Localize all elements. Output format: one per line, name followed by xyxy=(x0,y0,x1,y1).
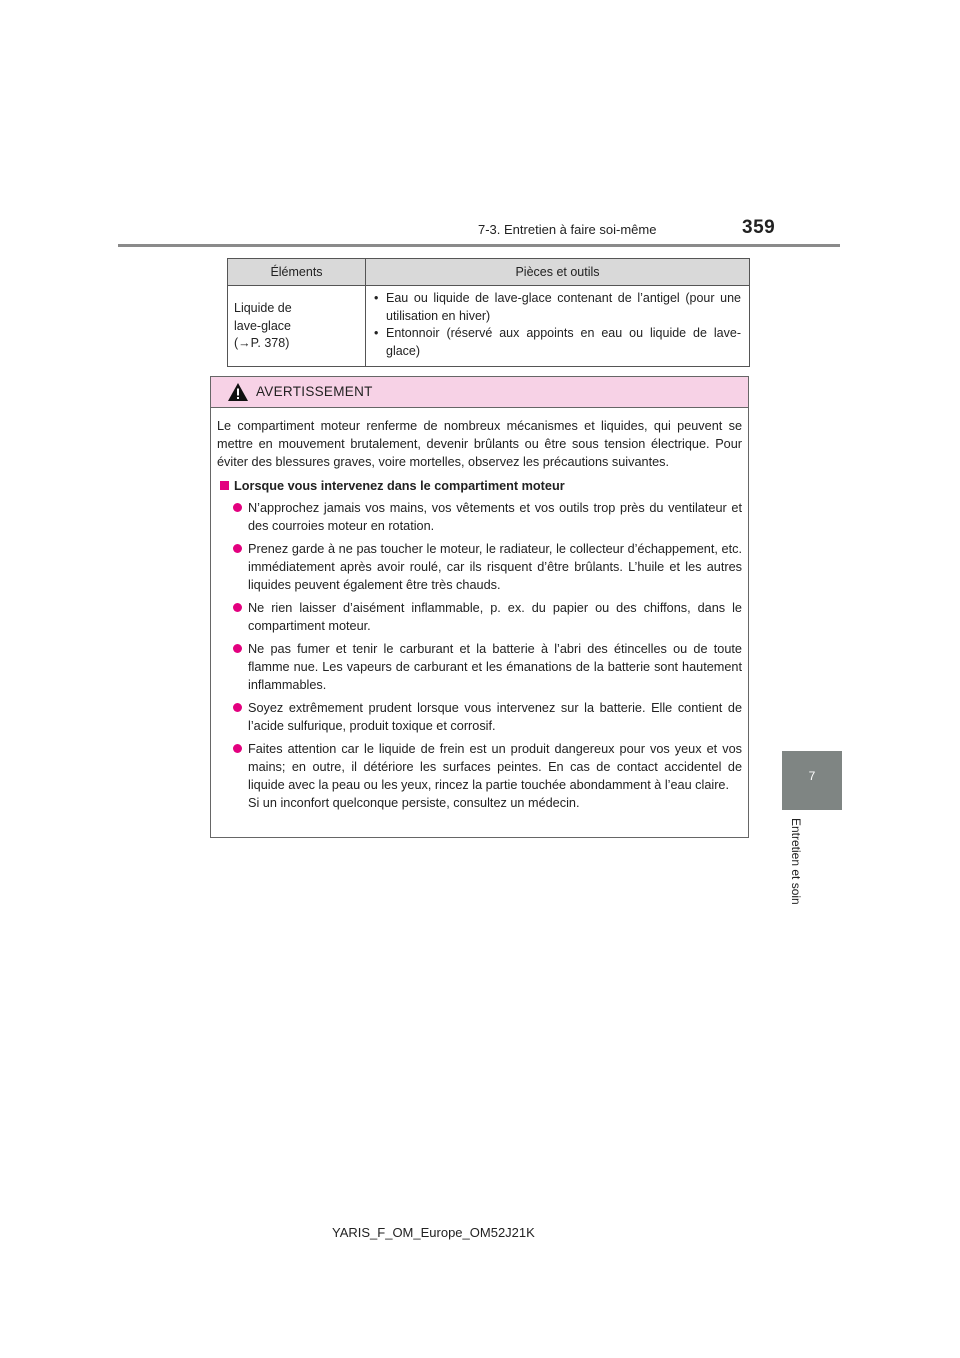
precaution-text: Ne rien laisser d’aisément inflammable, p. ex. du papier ou des chiffons, dans le compartiment moteur. xyxy=(248,601,742,633)
table-header-row xyxy=(228,259,750,286)
precaution-text: Ne pas fumer et tenir le carburant et la batterie à l’abri des étincelles ou de toute flamme nue. Les vapeurs de carburant et les émanations de la batterie sont hautement inflammables. xyxy=(248,642,742,692)
subheading-text: Lorsque vous intervenez dans le compartiment moteur xyxy=(234,479,565,493)
header-divider xyxy=(118,244,840,247)
list-item xyxy=(217,640,742,694)
document-code: YARIS_F_OM_Europe_OM52J21K xyxy=(332,1225,535,1240)
warning-triangle-icon xyxy=(227,382,249,402)
precaution-extra-text: Si un inconfort quelconque persiste, consultez un médecin. xyxy=(248,796,580,810)
precaution-text: Soyez extrêmement prudent lorsque vous intervenez sur la batterie. Elle contient de l’acide sulfurique, produit toxique et corrosif. xyxy=(248,701,742,733)
list-item xyxy=(217,740,742,812)
bullet-icon xyxy=(233,703,242,712)
item-line: lave-glace xyxy=(234,318,291,333)
list-item xyxy=(217,699,742,735)
warning-header xyxy=(211,377,748,408)
bullet-icon xyxy=(233,603,242,612)
parts-table xyxy=(227,258,750,367)
chapter-title: Entretien et soin xyxy=(789,818,803,905)
warning-title: AVERTISSEMENT xyxy=(256,384,373,399)
column-header-items: Éléments xyxy=(228,259,366,286)
precaution-text: Prenez garde à ne pas toucher le moteur, le radiateur, le collecteur d’échappement, etc. immédiatement après avoir roulé, car ils risquent d’être brûlants. L’huile et les autres liquides peuvent également être très chauds. xyxy=(248,542,742,592)
warning-box xyxy=(210,376,749,838)
precaution-text: Faites attention car le liquide de frein est un produit dangereux pour vos yeux et vos mains; en outre, il détériore les surfaces peintes. En cas de contact accidentel de liquide avec la peau ou les yeux, rincez la partie touchée abondamment à l’eau claire. xyxy=(248,742,742,792)
bullet-icon xyxy=(233,503,242,512)
bullet-icon xyxy=(233,644,242,653)
tool-item: • Eau ou liquide de lave-glace contenant de l’antigel (pour une utilisation en hiver) xyxy=(372,290,741,325)
warning-subheading xyxy=(217,477,742,495)
list-item xyxy=(217,499,742,535)
page-number: 359 xyxy=(742,217,776,238)
square-bullet-icon xyxy=(220,481,229,490)
chapter-tab[interactable] xyxy=(782,751,842,810)
list-item xyxy=(217,540,742,594)
precaution-text: N’approchez jamais vos mains, vos vêtements et vos outils trop près du ventilateur et des courroies moteur en rotation. xyxy=(248,501,742,533)
warning-intro: Le compartiment moteur renferme de nombreux mécanismes et liquides, qui peuvent se mettre en mouvement brutalement, devenir brûlants ou être sous tension électrique. Pour éviter des blessures graves, voire mortelles, observez les précautions suivantes. xyxy=(217,419,742,469)
warning-body xyxy=(211,408,748,812)
page-reference-link[interactable]: (→P. 378) xyxy=(234,336,290,350)
section-title: 7-3. Entretien à faire soi-même xyxy=(478,222,657,237)
column-header-tools: Pièces et outils xyxy=(366,259,750,286)
tools-list xyxy=(372,290,741,360)
bullet-icon xyxy=(233,744,242,753)
tools-cell xyxy=(366,286,750,367)
list-item xyxy=(217,599,742,635)
precautions-list xyxy=(217,499,742,812)
chapter-number: 7 xyxy=(808,769,816,783)
tool-item: • Entonnoir (réservé aux appoints en eau ou liquide de lave-glace) xyxy=(372,325,741,360)
chapter-side-label xyxy=(786,818,806,938)
item-line: Liquide de xyxy=(234,301,292,315)
item-cell xyxy=(228,286,366,367)
table-row xyxy=(228,286,750,367)
bullet-icon xyxy=(233,544,242,553)
